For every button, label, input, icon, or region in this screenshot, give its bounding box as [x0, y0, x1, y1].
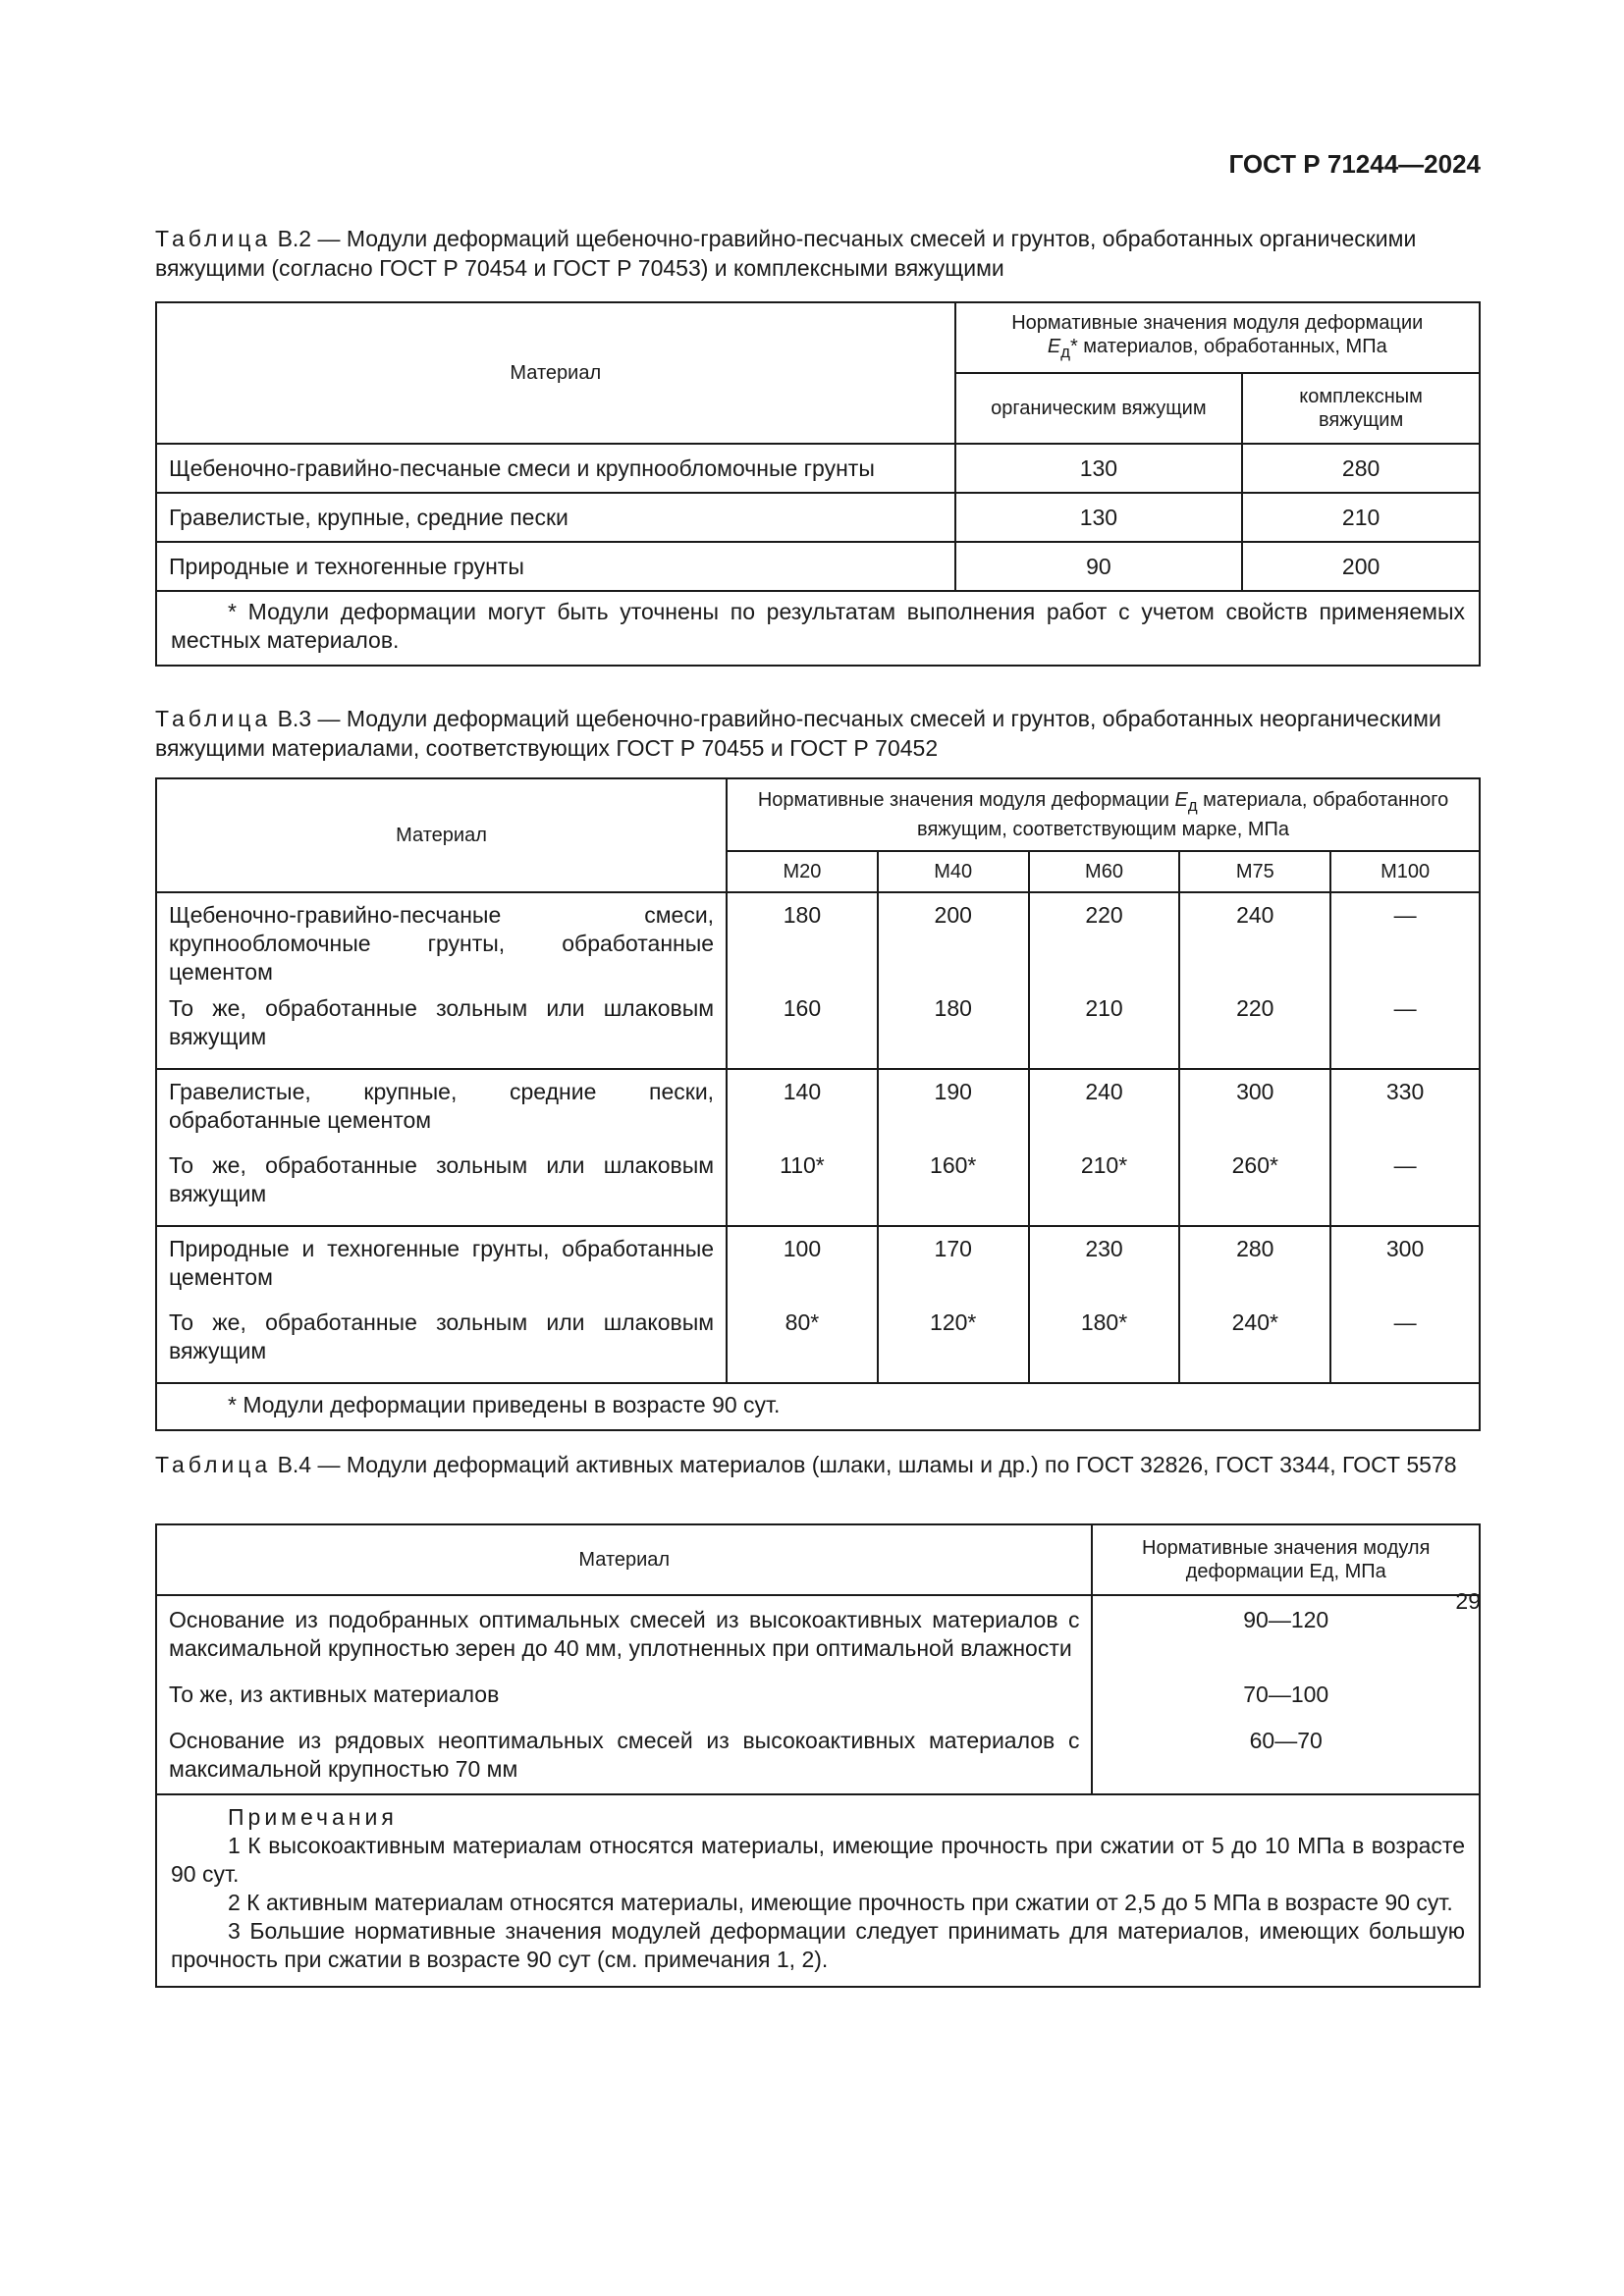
value-cell: 170	[878, 1226, 1029, 1305]
value-cell: 110*	[727, 1148, 878, 1226]
table-row	[156, 1069, 1480, 1148]
value-cell: 190	[878, 1069, 1029, 1148]
value-cell: —	[1330, 1305, 1480, 1383]
value-cell: 200	[878, 892, 1029, 990]
table-b4	[155, 1523, 1481, 1988]
header-material: Материал	[156, 778, 727, 892]
table-notes	[156, 1794, 1480, 1987]
value-cell: 240	[1029, 1069, 1180, 1148]
table-row	[156, 1226, 1480, 1305]
value-cell: 160*	[878, 1148, 1029, 1226]
value-cell: 300	[1179, 1069, 1330, 1148]
value-cell: —	[1330, 990, 1480, 1069]
table-row	[156, 990, 1480, 1069]
table-row	[156, 1713, 1480, 1794]
header-material: Материал	[156, 1524, 1092, 1595]
material-cell: То же, обработанные зольным или шлаковым вяжущим	[156, 1305, 727, 1383]
caption-text: В.4 — Модули деформаций активных материалов (шлаки, шламы и др.) по ГОСТ 32826, ГОСТ 3344, ГОСТ 5578	[271, 1452, 1457, 1477]
value-cell: 280	[1242, 444, 1480, 493]
table-row	[156, 542, 1480, 591]
page-number: 29	[1455, 1588, 1481, 1614]
value-cell: 220	[1029, 892, 1180, 990]
value-cell: 280	[1179, 1226, 1330, 1305]
header-grade: М60	[1029, 851, 1180, 892]
table-b2-caption	[155, 224, 1481, 283]
table-b4-caption	[155, 1450, 1481, 1479]
header-value: Нормативные значения модуля деформации Ед, МПа	[1092, 1524, 1480, 1595]
material-cell: Основание из рядовых неоптимальных смесей из высокоактивных материалов с максимальной крупностью 70 мм	[156, 1713, 1092, 1794]
notes-title: Примечания	[228, 1804, 398, 1830]
header-grade: М75	[1179, 851, 1330, 892]
value-cell: 180	[878, 990, 1029, 1069]
material-cell: Основание из подобранных оптимальных смесей из высокоактивных материалов с максимальной крупностью зерен до 40 мм, уплотненных при оптимальной влажности	[156, 1595, 1092, 1667]
header-grade: М40	[878, 851, 1029, 892]
header-organic: органическим вяжущим	[955, 373, 1243, 444]
value-cell: 160	[727, 990, 878, 1069]
table-b2	[155, 301, 1481, 667]
table-label: Таблица	[155, 226, 272, 251]
header-grade: М100	[1330, 851, 1480, 892]
value-cell: 240*	[1179, 1305, 1330, 1383]
material-cell: Гравелистые, крупные, средние пески, обработанные цементом	[156, 1069, 727, 1148]
value-cell: 130	[955, 493, 1243, 542]
table-label: Таблица	[155, 706, 272, 731]
value-cell: 230	[1029, 1226, 1180, 1305]
header-complex: комплексным вяжущим	[1242, 373, 1480, 444]
value-cell: 300	[1330, 1226, 1480, 1305]
value-cell: 210	[1242, 493, 1480, 542]
value-cell: 140	[727, 1069, 878, 1148]
document-code: ГОСТ Р 71244—2024	[1228, 149, 1481, 179]
material-cell: Природные и техногенные грунты, обработанные цементом	[156, 1226, 727, 1305]
note-item: 3 Большие нормативные значения модулей деформации следует принимать для материалов, имеющих большую прочность при сжатии в возрасте 90 сут (см. примечания 1, 2).	[171, 1918, 1465, 1972]
table-row	[156, 493, 1480, 542]
value-cell: 80*	[727, 1305, 878, 1383]
caption-text: В.3 — Модули деформаций щебеночно-гравийно-песчаных смесей и грунтов, обработанных неорганическими вяжущими материалами, соответствующих ГОСТ Р 70455 и ГОСТ Р 70452	[155, 706, 1441, 761]
value-cell: 330	[1330, 1069, 1480, 1148]
header-grade: М20	[727, 851, 878, 892]
material-cell: То же, обработанные зольным или шлаковым вяжущим	[156, 990, 727, 1069]
table-footnote: * Модули деформации приведены в возрасте 90 сут.	[156, 1383, 1480, 1430]
material-cell: Щебеночно-гравийно-песчаные смеси, крупнообломочные грунты, обработанные цементом	[156, 892, 727, 990]
table-label: Таблица	[155, 1452, 272, 1477]
table-row	[156, 1148, 1480, 1226]
header-modulus-group: Нормативные значения модуля деформации $Е_д$ материала, обработанного вяжущим, соответствующим марке, МПа	[727, 778, 1480, 851]
value-cell: 240	[1179, 892, 1330, 990]
value-cell: —	[1330, 892, 1480, 990]
value-cell: 260*	[1179, 1148, 1330, 1226]
table-b3	[155, 777, 1481, 1431]
value-cell: 130	[955, 444, 1243, 493]
table-row	[156, 1595, 1480, 1667]
note-item: 1 К высокоактивным материалам относятся материалы, имеющие прочность при сжатии от 5 до 10 МПа в возрасте 90 сут.	[171, 1833, 1465, 1887]
material-cell: То же, обработанные зольным или шлаковым вяжущим	[156, 1148, 727, 1226]
value-cell: 210	[1029, 990, 1180, 1069]
value-cell: 90	[955, 542, 1243, 591]
value-cell: 100	[727, 1226, 878, 1305]
table-row	[156, 1305, 1480, 1383]
header-material: Материал	[156, 302, 955, 444]
value-cell: —	[1330, 1148, 1480, 1226]
value-cell: 220	[1179, 990, 1330, 1069]
material-cell: То же, из активных материалов	[156, 1667, 1092, 1713]
value-cell: 120*	[878, 1305, 1029, 1383]
caption-text: В.2 — Модули деформаций щебеночно-гравийно-песчаных смесей и грунтов, обработанных органическими вяжущими (согласно ГОСТ Р 70454 и ГОСТ Р 70453) и комплексными вяжущими	[155, 226, 1417, 281]
value-cell: 180*	[1029, 1305, 1180, 1383]
value-cell: 70—100	[1092, 1667, 1480, 1713]
value-cell: 180	[727, 892, 878, 990]
value-cell: 210*	[1029, 1148, 1180, 1226]
material-cell: Природные и техногенные грунты	[156, 542, 955, 591]
value-cell: 90—120	[1092, 1595, 1480, 1667]
table-footnote: * Модули деформации могут быть уточнены по результатам выполнения работ с учетом свойств применяемых местных материалов.	[156, 591, 1480, 666]
table-row	[156, 444, 1480, 493]
material-cell: Гравелистые, крупные, средние пески	[156, 493, 955, 542]
table-row	[156, 892, 1480, 990]
material-cell: Щебеночно-гравийно-песчаные смеси и крупнообломочные грунты	[156, 444, 955, 493]
table-b3-caption	[155, 704, 1481, 763]
note-item: 2 К активным материалам относятся материалы, имеющие прочность при сжатии от 2,5 до 5 МПа в возрасте 90 сут.	[228, 1890, 1453, 1915]
header-modulus-group: Нормативные значения модуля деформации $Е_д*$ материалов, обработанных, МПа	[955, 302, 1480, 373]
value-cell: 60—70	[1092, 1713, 1480, 1794]
value-cell: 200	[1242, 542, 1480, 591]
table-row	[156, 1667, 1480, 1713]
